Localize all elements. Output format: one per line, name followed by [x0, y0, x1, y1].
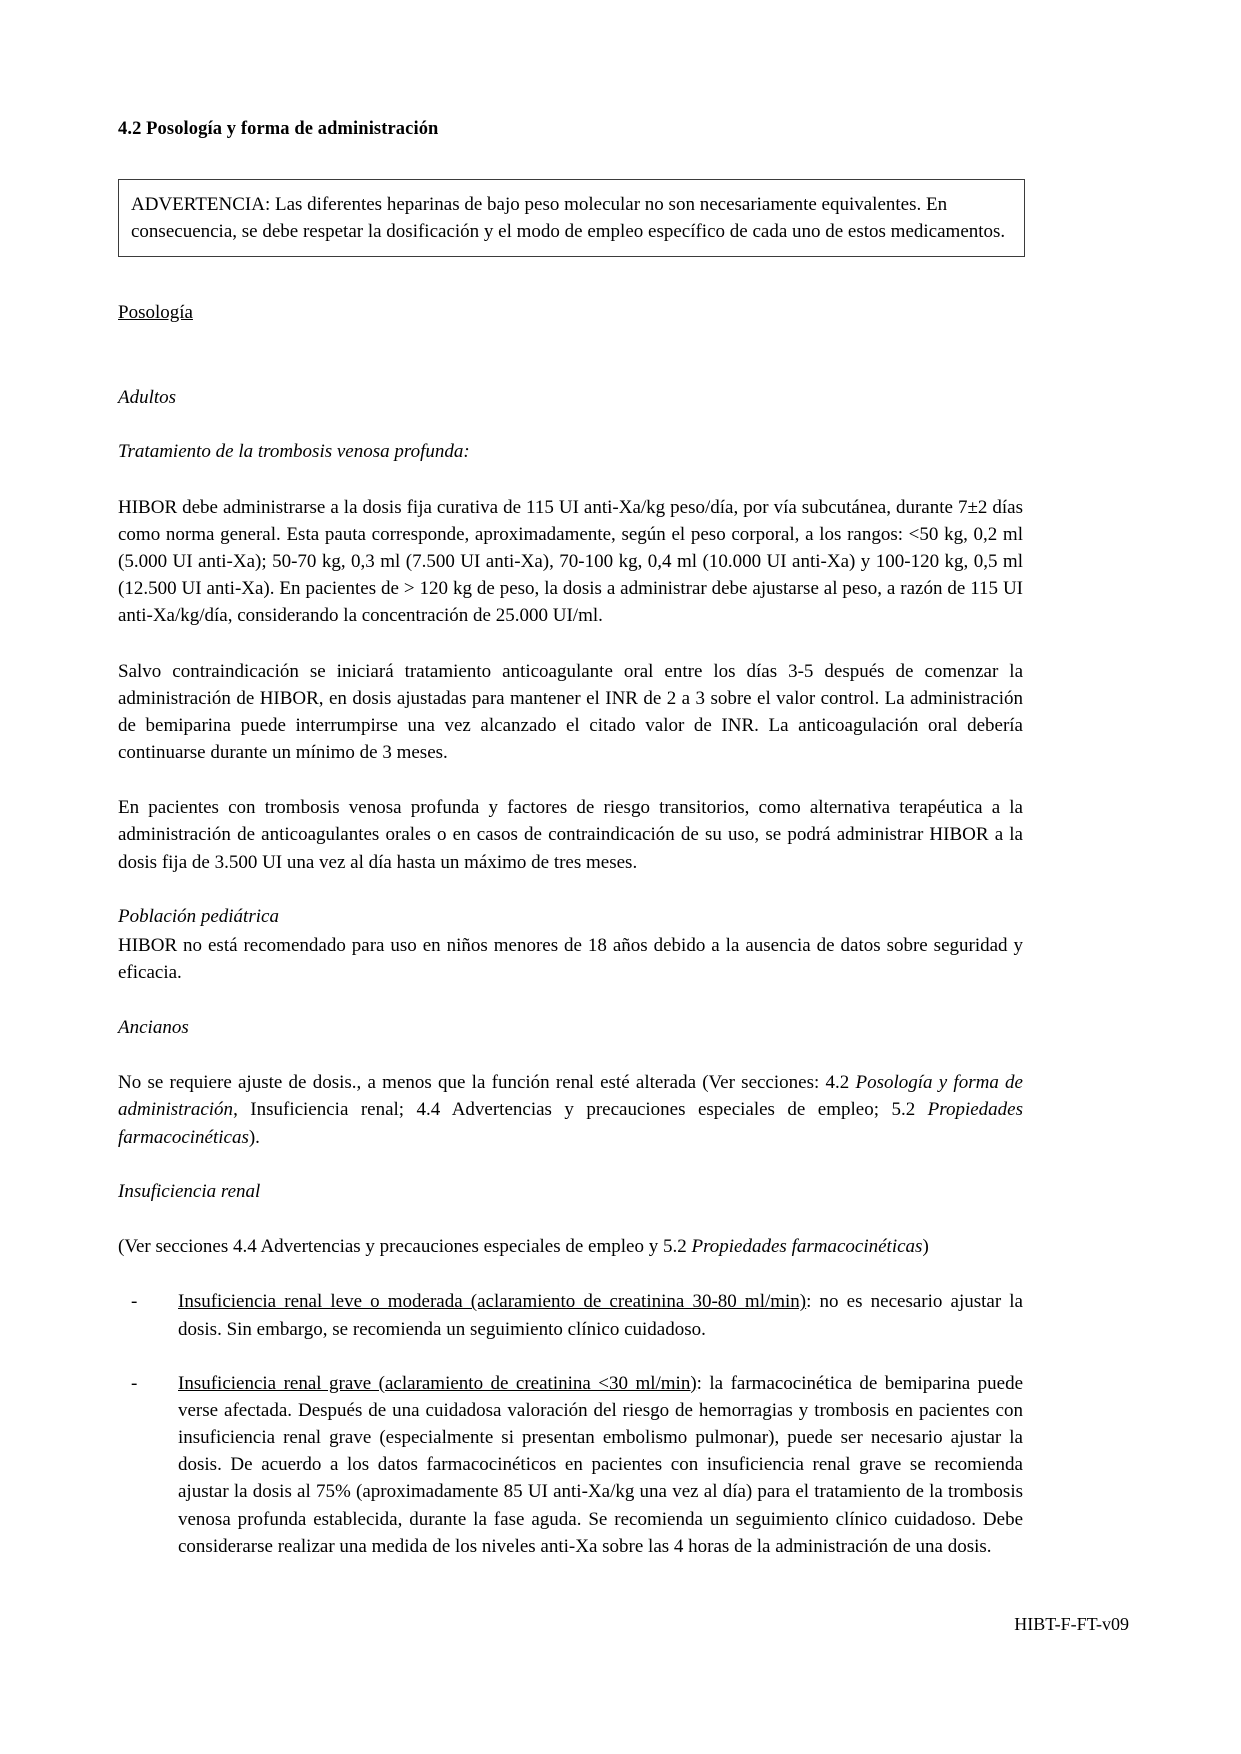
document-content	[118, 118, 1023, 1560]
footer-document-code: HIBT-F-FT-v09	[1014, 1613, 1129, 1634]
list-item	[118, 1370, 1023, 1560]
list-item-lead: Insuficiencia renal grave (aclaramiento de creatinina <30 ml/min)	[178, 1372, 697, 1394]
renal-insufficiency-list	[118, 1288, 1023, 1559]
paragraph-elderly-ref2: Propiedades farmacocinéticas	[118, 1099, 1023, 1148]
list-item-dash-marker: -	[131, 1291, 138, 1313]
paragraph-tvp-dosing: HIBOR debe administrarse a la dosis fija curativa de 115 UI anti-Xa/kg peso/día, por vía subcutánea, durante 7±2 días como norma general. Esta pauta corresponde, aproximadamente, según el peso corporal, a los rangos: <50 kg, 0,2 ml (5.000 UI anti-Xa); 50-70 kg, 0,3 ml (7.500 UI anti-Xa), 70-100 kg, 0,4 ml (10.000 UI anti-Xa) y 100-120 kg, 0,5 ml (12.500 UI anti-Xa). En pacientes de > 120 kg de peso, la dosis a administrar debe ajustarse al peso, a razón de 115 UI anti-Xa/kg/día, considerando la concentración de 25.000 UI/ml.	[118, 496, 1023, 627]
subheading-renal-insufficiency: Insuficiencia renal	[118, 1180, 261, 1202]
paragraph-transient-risk-factors: En pacientes con trombosis venosa profunda y factores de riesgo transitorios, como alternativa terapéutica a la administración de anticoagulantes orales o en casos de contraindicación de su uso, se podrá administrar HIBOR a la dosis fija de 3.500 UI una vez al día hasta un máximo de tres meses.	[118, 797, 1023, 873]
paragraph-elderly-part2: , Insuficiencia renal; 4.4 Advertencias y precauciones especiales de empleo; 5.2	[233, 1099, 928, 1121]
list-item-body: : no es necesario ajustar la dosis. Sin embargo, se recomienda un seguimiento clínico cuidadoso.	[178, 1291, 1023, 1340]
warning-box	[118, 179, 1025, 257]
list-item-body: : la farmacocinética de bemiparina puede verse afectada. Después de una cuidadosa valoración del riesgo de hemorragias y trombosis en pacientes con insuficiencia renal grave (especialmente si presentan embolismo pulmonar), puede ser necesario ajustar la dosis. De acuerdo a los datos farmacocinéticos en pacientes con insuficiencia renal grave se recomienda ajustar la dosis al 75% (aproximadamente 85 UI anti-Xa/kg una vez al día) para el tratamiento de la trombosis venosa profunda establecida, durante la fase aguda. Se recomienda un seguimiento clínico cuidadoso. Debe considerarse realizar una medida de los niveles anti-Xa sobre las 4 horas de la administración de una dosis.	[178, 1372, 1023, 1557]
page-title: 4.2 Posología y forma de administración	[118, 119, 439, 139]
list-item-dash-marker: -	[131, 1372, 138, 1394]
paragraph-oral-anticoagulant: Salvo contraindicación se iniciará tratamiento anticoagulante oral entre los días 3-5 después de comenzar la administración de HIBOR, en dosis ajustadas para mantener el INR de 2 a 3 sobre el valor control. La administración de bemiparina puede interrumpirse una vez alcanzado el citado valor de INR. La anticoagulación oral debería continuarse durante un mínimo de 3 meses.	[118, 660, 1023, 764]
paragraph-pediatric-population: HIBOR no está recomendado para uso en niños menores de 18 años debido a la ausencia de datos sobre seguridad y eficacia.	[118, 935, 1023, 984]
warning-box-text: ADVERTENCIA: Las diferentes heparinas de bajo peso molecular no son necesariamente equivalentes. En consecuencia, se debe respetar la dosificación y el modo de empleo específico de cada uno de estos medicamentos.	[131, 194, 1006, 243]
subheading-posologia-wrap	[118, 300, 1023, 356]
list-item	[118, 1288, 1023, 1342]
paragraph-elderly-part1: No se requiere ajuste de dosis., a menos que la función renal esté alterada (Ver secciones: 4.2	[118, 1072, 856, 1094]
renal-ref-part1: (Ver secciones 4.4 Advertencias y precauciones especiales de empleo y 5.2	[118, 1236, 692, 1258]
subheading-tvp: Tratamiento de la trombosis venosa profunda:	[118, 441, 470, 463]
paragraph-elderly	[118, 1069, 1023, 1150]
paragraph-elderly-ref1: Posología y forma de administración	[118, 1072, 1023, 1121]
list-item-lead: Insuficiencia renal leve o moderada (aclaramiento de creatinina 30-80 ml/min)	[178, 1291, 807, 1313]
paragraph-renal-cross-reference	[118, 1233, 1023, 1260]
subheading-pediatric-population: Población pediátrica	[118, 905, 279, 927]
subheading-elderly: Ancianos	[118, 1016, 189, 1038]
subheading-adultos: Adultos	[118, 386, 177, 408]
subheading-posologia: Posología	[118, 302, 193, 324]
paragraph-elderly-part3: ).	[248, 1126, 260, 1148]
renal-ref-part2: )	[922, 1236, 929, 1258]
renal-ref-italic1: Propiedades farmacocinéticas	[691, 1236, 923, 1258]
